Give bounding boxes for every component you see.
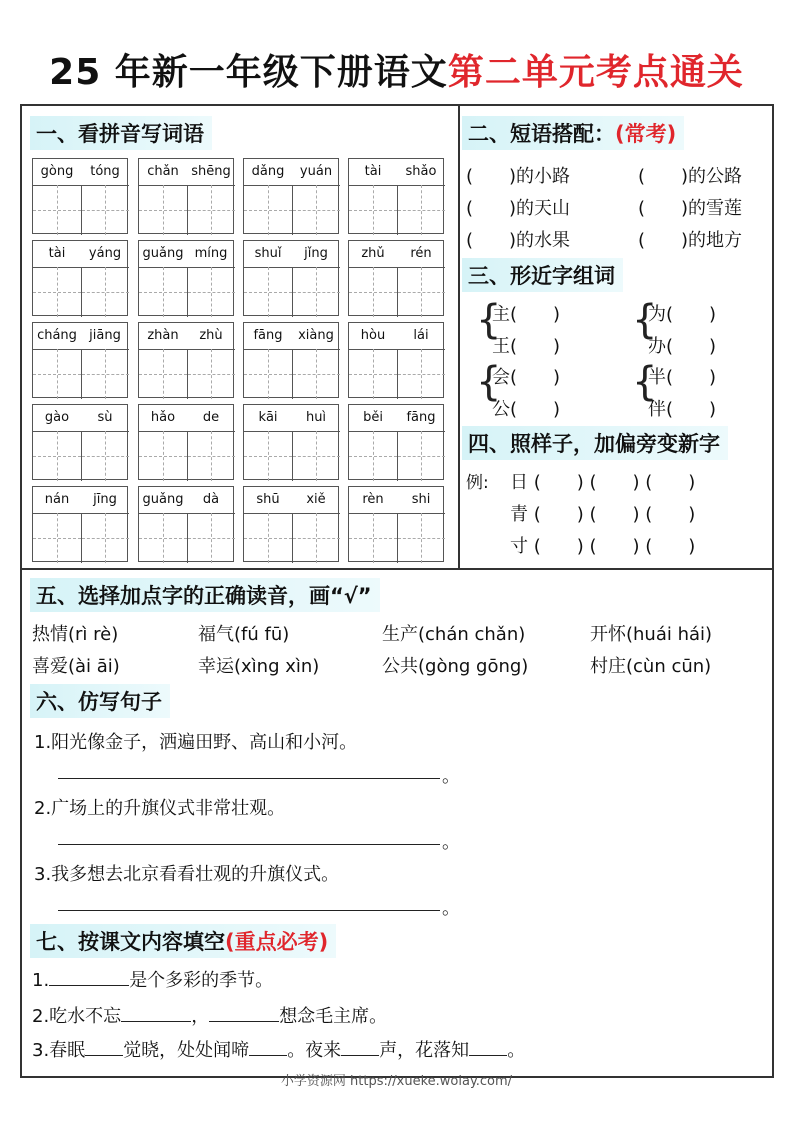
writing-cell[interactable] [244,349,293,399]
word-box[interactable] [138,486,234,562]
word-box[interactable] [243,158,339,234]
phrase-item: ( )的小路 [466,166,571,187]
writing-cell[interactable] [139,513,188,563]
pinyin-row [349,487,445,514]
section6-heading: 六、仿写句子 [30,684,170,718]
word-box[interactable] [243,486,339,562]
pinyin-row [139,323,235,350]
writing-cell[interactable] [398,431,446,481]
writing-cell[interactable] [82,513,130,563]
pinyin-syllable: gòng [40,164,74,179]
blank[interactable] [341,1055,379,1056]
writing-cell[interactable] [349,431,398,481]
footer-watermark: 小学资源网 https://xueke.woiay.com/ [280,1074,513,1089]
similar-char-item: 会( ) [492,367,561,388]
writing-cell[interactable] [244,431,293,481]
writing-cell[interactable] [82,267,130,317]
example-label: 例: [466,473,489,493]
title-highlight: 第二单元考点通关 [447,52,744,93]
writing-cell[interactable] [398,513,446,563]
page-title [0,44,793,95]
pinyin-row [139,159,235,186]
model-sentence: 3.我多想去北京看看壮观的升旗仪式。 [34,864,340,885]
pinyin-syllable: shū [256,492,280,507]
word-box[interactable] [32,240,128,316]
divider-vertical [458,106,460,568]
word-box[interactable] [348,240,444,316]
similar-char-item: 为( ) [648,304,717,325]
pinyin-syllable: yuán [299,164,333,179]
writing-cell[interactable] [293,431,341,481]
pronunciation-item: 开怀(huái hái) [590,624,713,645]
answer-line[interactable] [58,910,440,911]
phrase-item: ( )的水果 [466,230,571,251]
blank[interactable] [249,1055,287,1056]
writing-cell[interactable] [82,349,130,399]
pinyin-syllable: zhù [199,328,223,343]
writing-cell[interactable] [188,349,236,399]
model-sentence: 2.广场上的升旗仪式非常壮观。 [34,798,286,819]
word-box[interactable] [348,486,444,562]
pinyin-syllable: tài [48,246,66,261]
word-box[interactable] [32,158,128,234]
pinyin-syllable: běi [363,410,383,425]
pinyin-syllable: sù [97,410,113,425]
writing-cell[interactable] [82,431,130,481]
writing-cell[interactable] [293,267,341,317]
pinyin-syllable: tài [364,164,382,179]
blank[interactable] [49,985,129,986]
pinyin-syllable: dà [202,492,220,507]
pinyin-syllable: shuǐ [254,246,282,261]
section1-heading: 一、看拼音写词语 [30,116,212,150]
pinyin-syllable: chǎn [147,164,179,179]
pinyin-row [33,405,129,432]
similar-char-item: 主( ) [492,304,561,325]
writing-cell[interactable] [293,513,341,563]
pinyin-syllable: nán [44,492,70,507]
brace-icon: { [632,297,658,343]
brace-icon: { [632,359,658,405]
pronunciation-item: 幸运(xìng xìn) [198,656,320,677]
pronunciation-item: 生产(chán chǎn) [382,624,526,645]
pinyin-syllable: lái [413,328,429,343]
pinyin-syllable: shēng [191,164,231,179]
writing-cell[interactable] [293,185,341,235]
pinyin-syllable: guǎng [142,492,184,507]
word-box[interactable] [348,404,444,480]
word-box[interactable] [138,404,234,480]
pinyin-syllable: zhǔ [361,246,385,261]
pinyin-syllable: zhàn [147,328,179,343]
pinyin-row [244,405,340,432]
pinyin-row [33,323,129,350]
pinyin-syllable: jiāng [89,328,121,343]
pinyin-syllable: rèn [362,492,384,507]
phrase-item: ( )的天山 [466,198,571,219]
pinyin-row [349,241,445,268]
pinyin-row [139,405,235,432]
word-box[interactable] [348,322,444,398]
blank[interactable] [85,1055,123,1056]
pinyin-syllable: gào [44,410,70,425]
pinyin-syllable: shi [411,492,431,507]
word-box[interactable] [138,322,234,398]
period-mark: 。 [442,766,460,787]
word-box[interactable] [32,486,128,562]
pinyin-row [244,241,340,268]
writing-cell[interactable] [349,513,398,563]
similar-char-item: 伴( ) [648,399,717,420]
section7-heading: 七、按课文内容填空(重点必考) [30,924,336,958]
writing-cell[interactable] [398,267,446,317]
pinyin-syllable: hǎo [150,410,176,425]
pinyin-row [349,159,445,186]
answer-line[interactable] [58,778,440,779]
pinyin-syllable: huì [305,410,327,425]
pinyin-row [139,241,235,268]
pinyin-row [33,241,129,268]
pinyin-syllable: míng [194,246,228,261]
pinyin-syllable: hòu [360,328,386,343]
writing-cell[interactable] [33,185,82,235]
writing-cell[interactable] [33,267,82,317]
writing-cell[interactable] [82,185,130,235]
word-box[interactable] [348,158,444,234]
pinyin-syllable: kāi [258,410,278,425]
pinyin-row [244,159,340,186]
writing-cell[interactable] [33,349,82,399]
pinyin-syllable: de [202,410,220,425]
divider-horizontal [22,568,772,570]
writing-cell[interactable] [349,185,398,235]
writing-cell[interactable] [349,267,398,317]
section4-heading: 四、照样子，加偏旁变新字 [462,426,728,460]
writing-cell[interactable] [244,267,293,317]
radical-row: 青 ( ) ( ) ( ) [510,504,696,525]
writing-cell[interactable] [188,513,236,563]
pinyin-syllable: rén [410,246,432,261]
writing-cell[interactable] [139,431,188,481]
pinyin-syllable: guǎng [142,246,184,261]
pinyin-syllable: jǐng [304,246,328,261]
word-box[interactable] [138,240,234,316]
pronunciation-item: 村庄(cùn cūn) [590,656,712,677]
writing-cell[interactable] [33,431,82,481]
pinyin-row [244,487,340,514]
section2-heading: 二、短语搭配：(常考) [462,116,684,150]
pinyin-row [349,405,445,432]
writing-cell[interactable] [293,349,341,399]
pinyin-syllable: jīng [93,492,117,507]
period-mark: 。 [442,898,460,919]
section5-heading: 五、选择加点字的正确读音，画“√” [30,578,380,612]
writing-cell[interactable] [33,513,82,563]
radical-row: 寸 ( ) ( ) ( ) [510,536,696,557]
pinyin-syllable: fāng [406,410,436,425]
blank[interactable] [209,1021,279,1022]
pinyin-syllable: xiě [306,492,326,507]
pronunciation-item: 福气(fú fū) [198,624,290,645]
similar-char-item: 办( ) [648,336,717,357]
phrase-item: ( )的雪莲 [638,198,743,219]
writing-cell[interactable] [398,349,446,399]
word-box[interactable] [32,322,128,398]
writing-cell[interactable] [139,185,188,235]
pinyin-syllable: cháng [37,328,77,343]
pinyin-syllable: xiàng [298,328,334,343]
writing-cell[interactable] [244,513,293,563]
pinyin-row [33,159,129,186]
pinyin-row [139,487,235,514]
pinyin-row [244,323,340,350]
phrase-item: ( )的地方 [638,230,743,251]
pronunciation-item: 热情(rì rè) [32,624,119,645]
answer-line[interactable] [58,844,440,845]
similar-char-item: 半( ) [648,367,717,388]
writing-cell[interactable] [188,267,236,317]
radical-row: 日 ( ) ( ) ( ) [510,472,696,493]
fill-line-2: 2.吃水不忘 ， 想念毛主席。 [32,1006,388,1027]
title-main: 25 年新一年级下册语文 [49,52,448,93]
worksheet [20,104,774,1078]
similar-char-item: 公( ) [492,399,561,420]
writing-cell[interactable] [188,431,236,481]
pinyin-syllable: shǎo [405,164,437,179]
brace-icon: { [476,359,502,405]
blank[interactable] [121,1021,191,1022]
period-mark: 。 [442,832,460,853]
pronunciation-item: 喜爱(ài āi) [32,656,120,677]
pronunciation-item: 公共(gòng gōng) [382,656,529,677]
word-box[interactable] [138,158,234,234]
word-box[interactable] [243,322,339,398]
word-box[interactable] [243,240,339,316]
fill-line-3: 3.春眠 觉晓，处处闻啼 。夜来 声，花落知 。 [32,1040,526,1061]
pinyin-syllable: fāng [253,328,283,343]
writing-cell[interactable] [349,349,398,399]
fill-line-1: 1. 是个多彩的季节。 [32,970,274,991]
model-sentence: 1.阳光像金子，洒遍田野、高山和小河。 [34,732,358,753]
word-box[interactable] [32,404,128,480]
section3-heading: 三、形近字组词 [462,258,623,292]
pinyin-syllable: yáng [88,246,122,261]
phrase-item: ( )的公路 [638,166,743,187]
blank[interactable] [469,1055,507,1056]
writing-cell[interactable] [244,185,293,235]
pinyin-syllable: dǎng [251,164,285,179]
writing-cell[interactable] [398,185,446,235]
pinyin-row [33,487,129,514]
brace-icon: { [476,297,502,343]
writing-cell[interactable] [188,185,236,235]
pinyin-row [349,323,445,350]
pinyin-syllable: tóng [90,164,120,179]
similar-char-item: 王( ) [492,336,561,357]
writing-cell[interactable] [139,349,188,399]
word-box[interactable] [243,404,339,480]
writing-cell[interactable] [139,267,188,317]
